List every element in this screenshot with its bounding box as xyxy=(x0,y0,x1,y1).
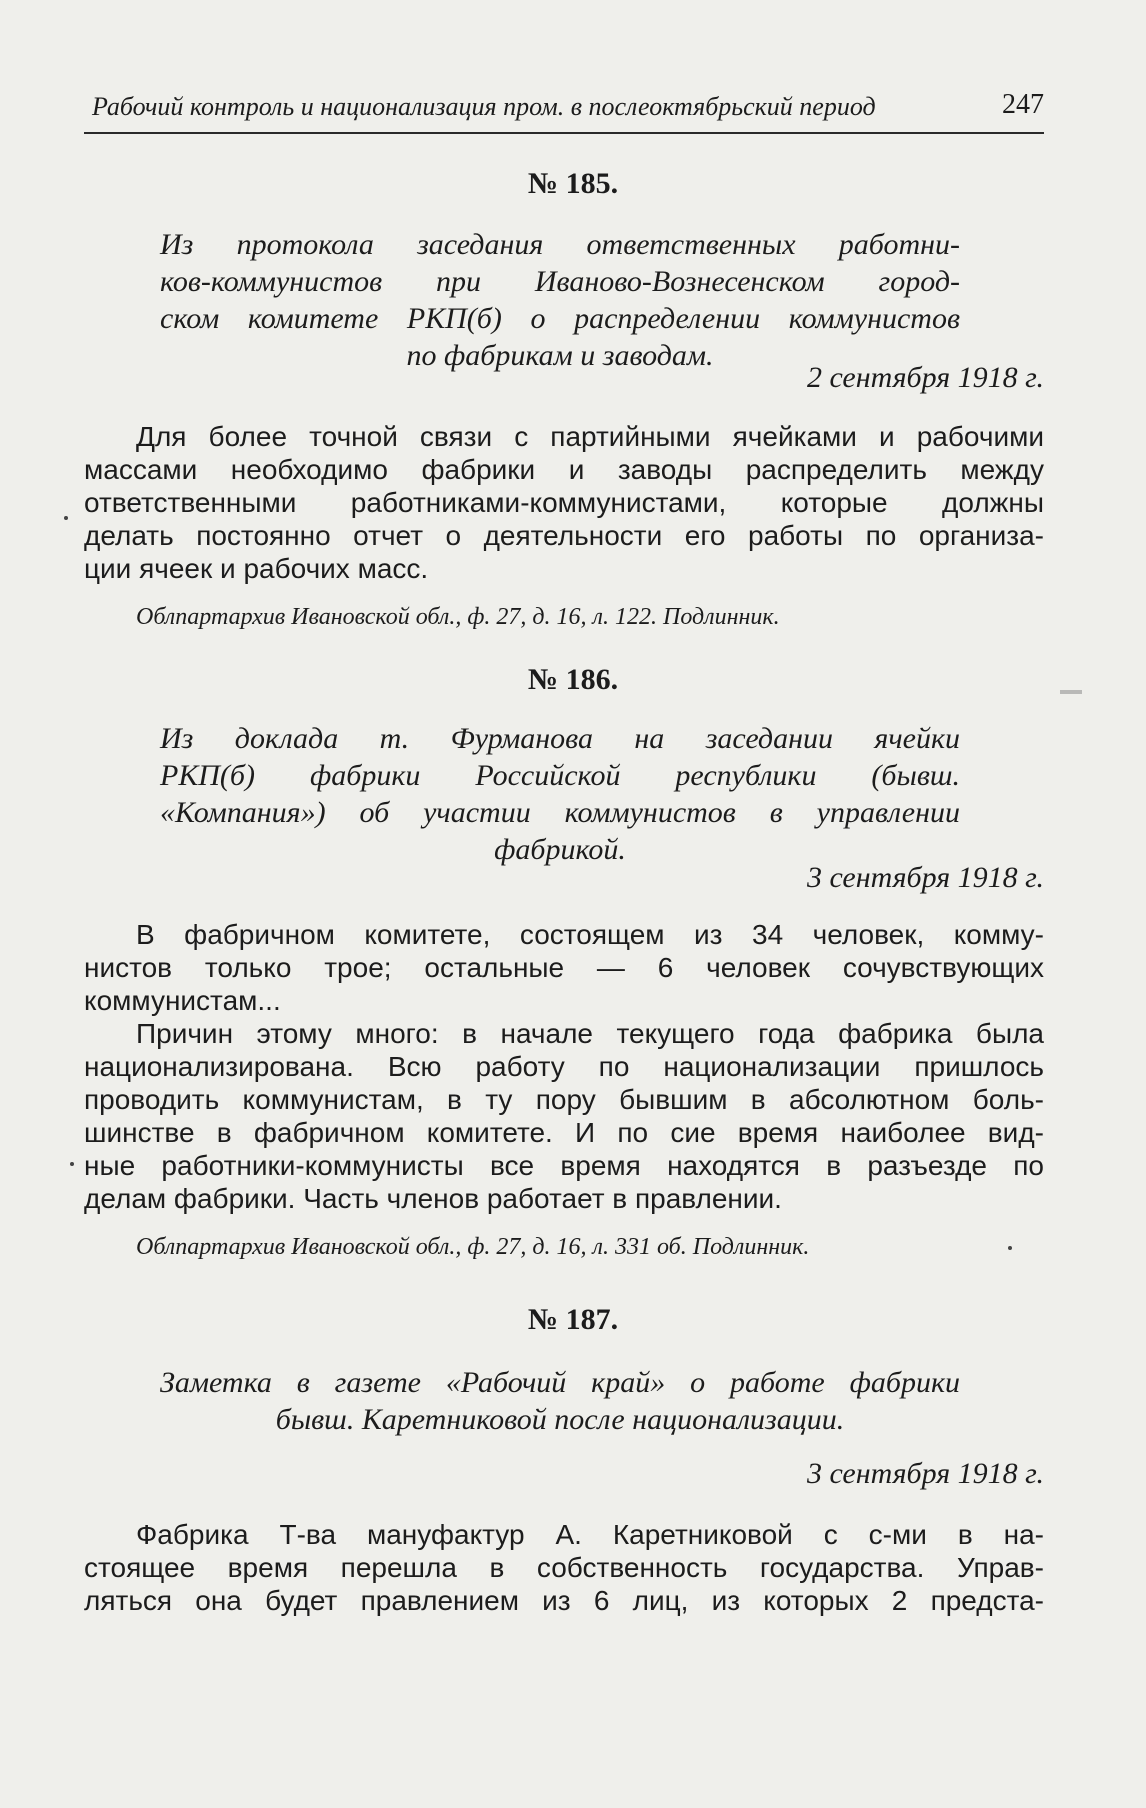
body-line: проводить коммунистам, в ту пору бывшим в абсолютном боль- xyxy=(84,1084,1044,1115)
heading-line: Из протокола заседания ответственных работни- xyxy=(160,228,960,261)
body-line: ляться она будет правлением из 6 лиц, из которых 2 предста- xyxy=(84,1585,1044,1616)
body-line: делать постоянно отчет о деятельности его работы по организа- xyxy=(84,520,1044,551)
body-line: ции ячеек и рабочих масс. xyxy=(84,553,429,584)
archive-source-186: Облпартархив Ивановской обл., ф. 27, д. 16, л. 331 об. Подлинник. xyxy=(136,1234,810,1260)
heading-line: Из доклада т. Фурманова на заседании ячейки xyxy=(160,722,960,755)
heading-line: РКП(б) фабрики Российской республики (бывш. xyxy=(160,759,960,792)
body-line: Причин этому много: в начале текущего года фабрика была xyxy=(136,1018,1044,1049)
document-heading-187 xyxy=(160,1364,960,1438)
body-line: национализирована. Всю работу по национализации пришлось xyxy=(84,1051,1044,1082)
heading-line: бывш. Каретниковой после национализации. xyxy=(275,1403,845,1436)
document-number-186: № 186. xyxy=(527,663,619,696)
document-number-187: № 187. xyxy=(527,1303,619,1336)
body-line: В фабричном комитете, состоящем из 34 человек, комму- xyxy=(136,919,1044,950)
document-body-185 xyxy=(84,420,1044,585)
body-line: коммунистам... xyxy=(84,985,281,1016)
running-head-title: Рабочий контроль и национализация пром. в послеоктябрьский период xyxy=(92,92,876,121)
scan-speck xyxy=(70,1162,74,1166)
body-line: ответственными работниками-коммунистами, которые должны xyxy=(84,487,1044,518)
archive-source-185: Облпартархив Ивановской обл., ф. 27, д. 16, л. 122. Подлинник. xyxy=(136,604,780,630)
body-line: нистов только трое; остальные — 6 человек сочувствующих xyxy=(84,952,1044,983)
document-date-186: 3 сентября 1918 г. xyxy=(806,861,1044,894)
scan-speck xyxy=(1008,1246,1012,1250)
body-line: делам фабрики. Часть членов работает в правлении. xyxy=(84,1183,782,1214)
body-line: шинстве в фабричном комитете. И по сие время наиболее вид- xyxy=(84,1117,1044,1148)
scan-speck xyxy=(64,516,68,520)
heading-line: ском комитете РКП(б) о распределении коммунистов xyxy=(160,302,960,335)
body-line: Фабрика Т-ва мануфактур А. Каретниковой с с-ми в на- xyxy=(136,1519,1044,1550)
page-number: 247 xyxy=(1002,89,1044,120)
body-line: массами необходимо фабрики и заводы распределить между xyxy=(84,454,1044,485)
heading-line: фабрикой. xyxy=(494,833,626,866)
body-line: ные работники-коммунисты все время находятся в разъезде по xyxy=(84,1150,1044,1181)
body-line: Для более точной связи с партийными ячейками и рабочими xyxy=(136,421,1044,452)
document-number-185: № 185. xyxy=(527,167,619,200)
document-date-185: 2 сентября 1918 г. xyxy=(806,361,1044,394)
heading-line: Заметка в газете «Рабочий край» о работе фабрики xyxy=(160,1366,960,1399)
document-date-187: 3 сентября 1918 г. xyxy=(806,1457,1044,1490)
document-body-186 xyxy=(84,918,1044,1215)
scan-mark xyxy=(1060,690,1082,694)
body-line: стоящее время перешла в собственность государства. Управ- xyxy=(84,1552,1044,1583)
heading-line: по фабрикам и заводам. xyxy=(406,339,714,372)
document-heading-185 xyxy=(160,226,960,374)
heading-line: «Компания») об участии коммунистов в управлении xyxy=(160,796,960,829)
heading-line: ков-коммунистов при Иваново-Вознесенском город- xyxy=(160,265,960,298)
document-body-187 xyxy=(84,1518,1044,1617)
document-heading-186 xyxy=(160,720,960,868)
running-head xyxy=(84,88,1044,134)
